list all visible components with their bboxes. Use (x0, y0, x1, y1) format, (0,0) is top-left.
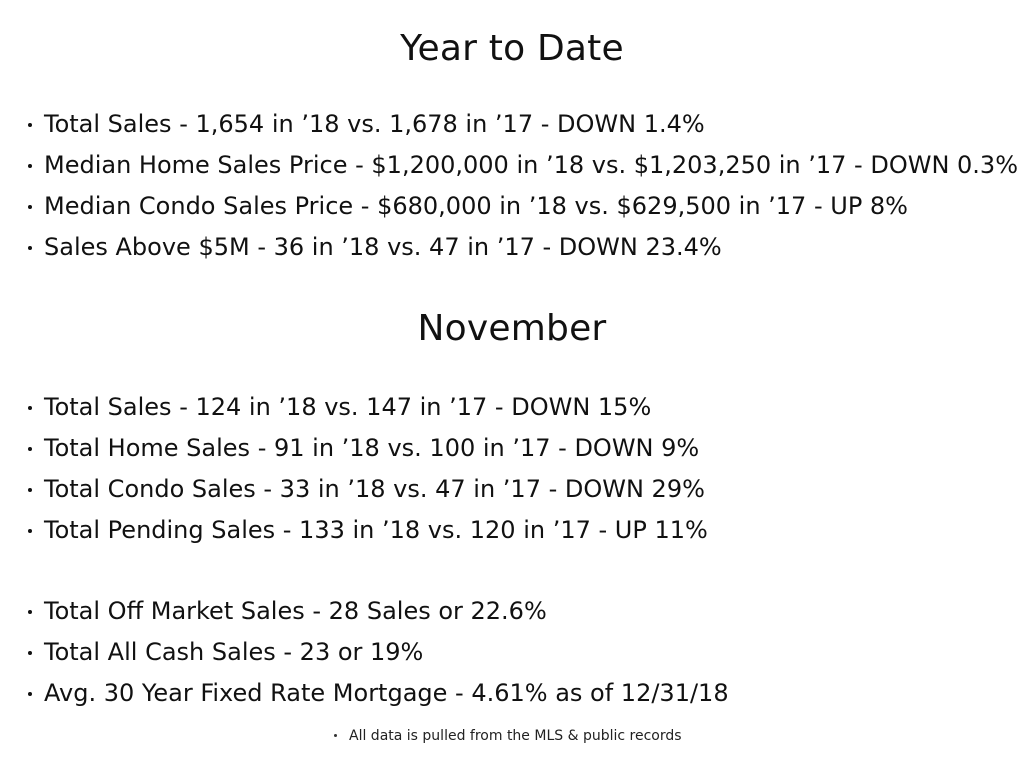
bullet-dot-icon (28, 246, 32, 250)
year-to-date-list (28, 104, 1018, 268)
bullet-dot-icon (28, 692, 32, 696)
all-cash-sales-item (28, 632, 729, 673)
ytd-median-home-price-item (28, 145, 1018, 186)
bullet-dot-icon (28, 123, 32, 127)
ytd-sales-above-5m-item (28, 227, 1018, 268)
nov-total-pending-sales-item (28, 510, 708, 551)
november-list (28, 387, 708, 551)
year-to-date-heading: Year to Date (400, 28, 624, 69)
bullet-dot-icon (28, 651, 32, 655)
bullet-dot-icon (28, 406, 32, 410)
bullet-text: Total All Cash Sales - 23 or 19% (44, 638, 424, 666)
bullet-text: Total Pending Sales - 133 in ’18 vs. 120 in ’17 - UP 11% (44, 516, 708, 544)
data-source-footnote (334, 726, 682, 746)
bullet-dot-icon (28, 164, 32, 168)
bullet-text: Total Home Sales - 91 in ’18 vs. 100 in ’17 - DOWN 9% (44, 434, 700, 462)
bullet-text: Total Sales - 124 in ’18 vs. 147 in ’17 - DOWN 15% (44, 393, 652, 421)
footnote-text: All data is pulled from the MLS & public records (349, 728, 682, 744)
off-market-sales-item (28, 591, 729, 632)
nov-total-sales-item (28, 387, 708, 428)
bullet-text: Median Condo Sales Price - $680,000 in ’18 vs. $629,500 in ’17 - UP 8% (44, 192, 908, 220)
bullet-text: Total Sales - 1,654 in ’18 vs. 1,678 in ’17 - DOWN 1.4% (44, 110, 705, 138)
ytd-median-condo-price-item (28, 186, 1018, 227)
ytd-total-sales-item (28, 104, 1018, 145)
november-heading: November (417, 308, 607, 349)
bullet-dot-icon (28, 447, 32, 451)
bullet-text: Median Home Sales Price - $1,200,000 in ’18 vs. $1,203,250 in ’17 - DOWN 0.3% (44, 151, 1019, 179)
mortgage-rate-item (28, 673, 729, 714)
bullet-text: Sales Above $5M - 36 in ’18 vs. 47 in ’17 - DOWN 23.4% (44, 233, 722, 261)
bullet-text: Total Condo Sales - 33 in ’18 vs. 47 in ’17 - DOWN 29% (44, 475, 705, 503)
bullet-dot-icon (28, 205, 32, 209)
bullet-text: Total Off Market Sales - 28 Sales or 22.6% (44, 597, 547, 625)
bullet-dot-icon (28, 488, 32, 492)
bullet-dot-icon (28, 529, 32, 533)
bullet-dot-icon (28, 610, 32, 614)
bullet-dot-icon (334, 734, 337, 737)
nov-total-home-sales-item (28, 428, 708, 469)
additional-stats-list (28, 591, 729, 714)
bullet-text: Avg. 30 Year Fixed Rate Mortgage - 4.61% as of 12/31/18 (44, 679, 729, 707)
nov-total-condo-sales-item (28, 469, 708, 510)
